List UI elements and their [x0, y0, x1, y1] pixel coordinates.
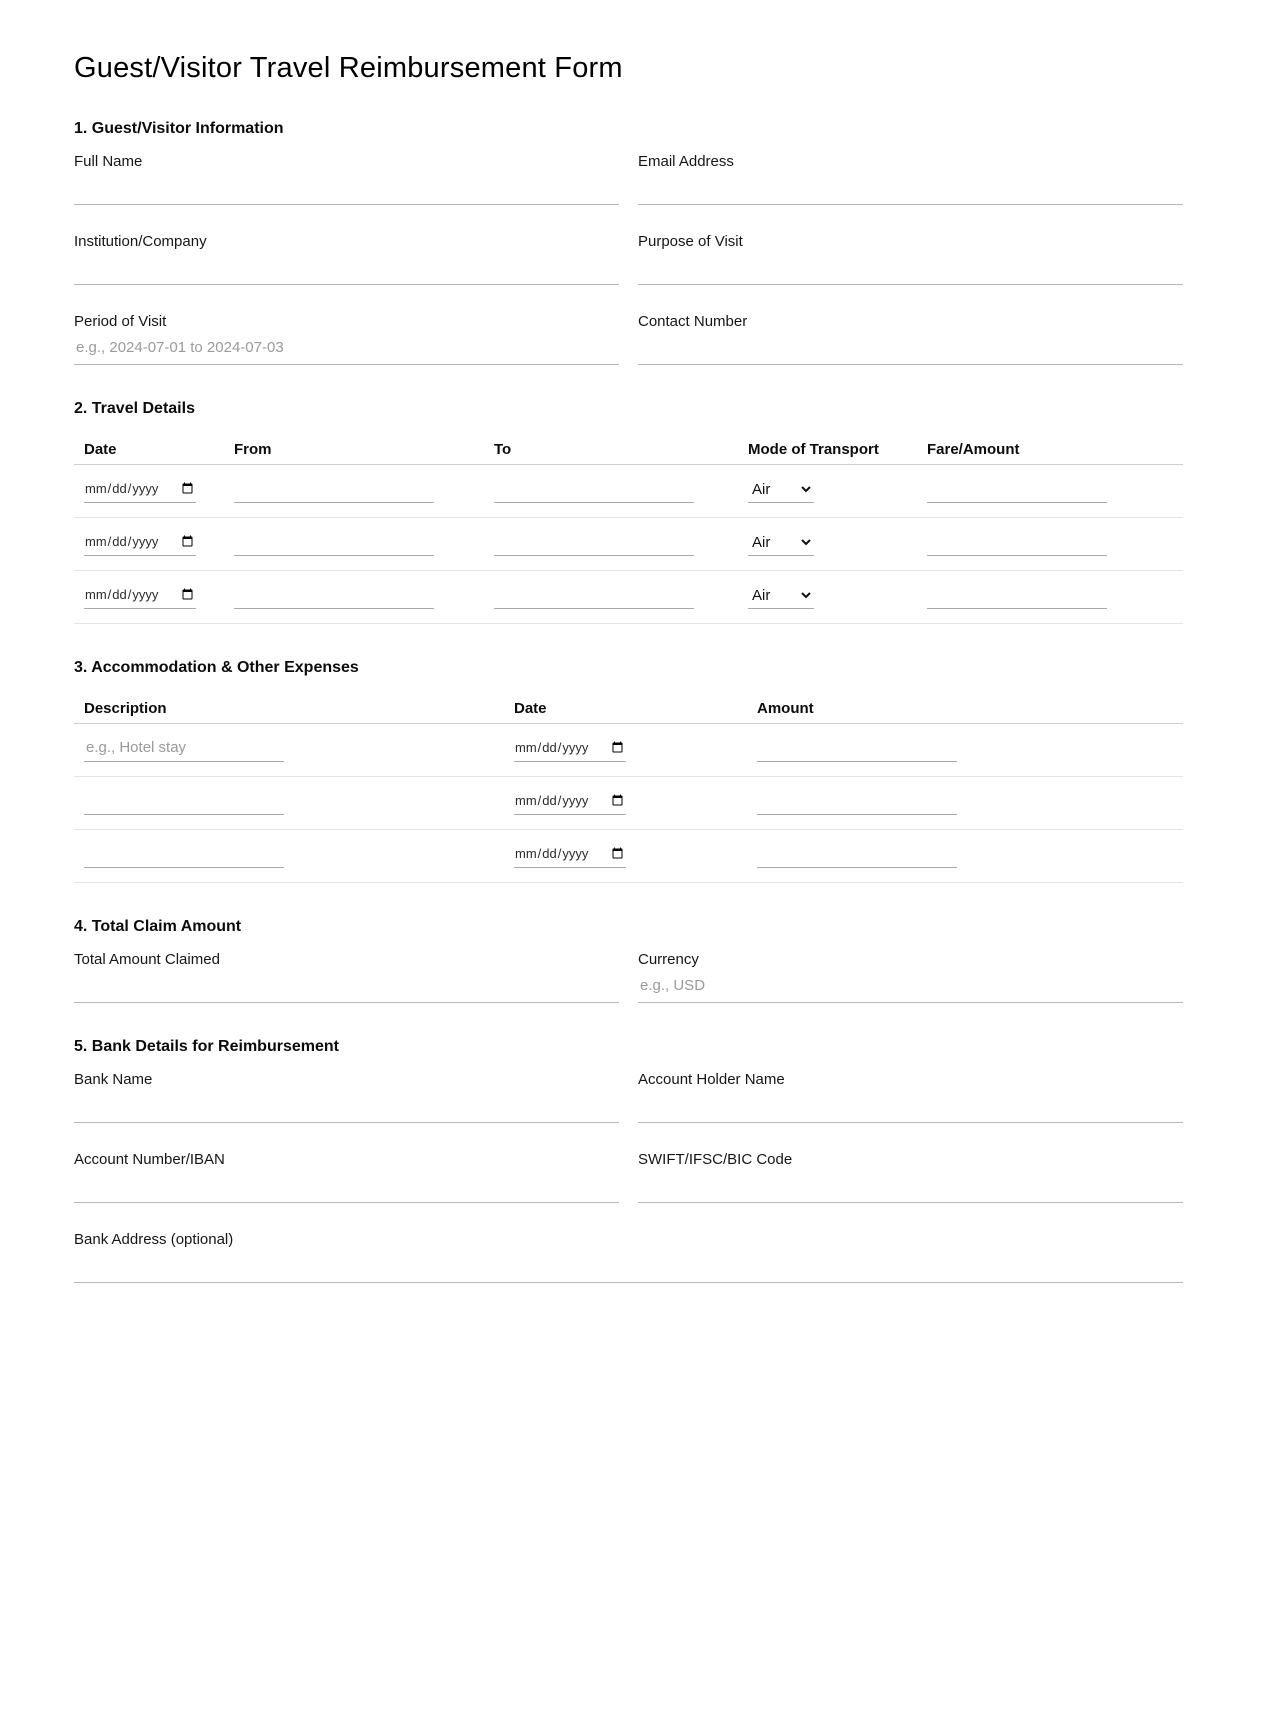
section-guest-info — [74, 120, 1183, 365]
travel-col-date: Date — [74, 418, 224, 465]
expenses-col-date: Date — [504, 677, 747, 724]
field-period-of-visit — [74, 313, 619, 365]
section-bank-details — [74, 1038, 1183, 1283]
total-amount-input[interactable] — [74, 969, 619, 1003]
purpose-of-visit-input[interactable] — [638, 251, 1183, 285]
field-bank-address — [74, 1231, 1183, 1283]
field-account-holder — [638, 1071, 1183, 1123]
travel-mode-select[interactable] — [748, 476, 814, 503]
expenses-heading: 3. Accommodation & Other Expenses — [74, 659, 359, 676]
field-account-number — [74, 1151, 619, 1203]
travel-details-heading: 2. Travel Details — [74, 400, 195, 417]
expenses-col-amount: Amount — [747, 677, 1183, 724]
field-institution — [74, 233, 619, 285]
guest-info-heading: 1. Guest/Visitor Information — [74, 120, 284, 137]
currency-label: Currency — [638, 951, 699, 968]
contact-number-label: Contact Number — [638, 313, 748, 330]
expense-date-input[interactable] — [514, 734, 626, 762]
page-title: Guest/Visitor Travel Reimbursement Form — [74, 52, 623, 84]
expense-row — [74, 777, 1183, 830]
expenses-col-description: Description — [74, 677, 504, 724]
expense-amount-input[interactable] — [757, 787, 957, 815]
field-bank-name — [74, 1071, 619, 1123]
field-full-name — [74, 153, 619, 205]
field-email-address — [638, 153, 1183, 205]
field-total-amount — [74, 951, 619, 1003]
travel-to-input[interactable] — [494, 475, 694, 503]
expense-description-input[interactable] — [84, 840, 284, 868]
travel-mode-select[interactable] — [748, 582, 814, 609]
travel-col-fare: Fare/Amount — [917, 418, 1183, 465]
travel-to-input[interactable] — [494, 528, 694, 556]
email-address-label: Email Address — [638, 153, 734, 170]
travel-fare-input[interactable] — [927, 581, 1107, 609]
travel-to-input[interactable] — [494, 581, 694, 609]
field-currency — [638, 951, 1183, 1003]
field-purpose-of-visit — [638, 233, 1183, 285]
travel-date-input[interactable] — [84, 475, 196, 503]
travel-from-input[interactable] — [234, 581, 434, 609]
travel-col-mode: Mode of Transport — [738, 418, 917, 465]
travel-header-row — [74, 418, 1183, 465]
bank-details-heading: 5. Bank Details for Reimbursement — [74, 1038, 339, 1055]
total-claim-heading: 4. Total Claim Amount — [74, 918, 242, 935]
expense-date-input[interactable] — [514, 787, 626, 815]
total-amount-label: Total Amount Claimed — [74, 951, 220, 968]
account-number-input[interactable] — [74, 1169, 619, 1203]
bank-address-label: Bank Address (optional) — [74, 1231, 234, 1248]
expense-description-input[interactable] — [84, 734, 284, 762]
travel-col-to: To — [484, 418, 738, 465]
expense-row — [74, 724, 1183, 777]
institution-label: Institution/Company — [74, 233, 207, 250]
expenses-header-row — [74, 677, 1183, 724]
bank-name-input[interactable] — [74, 1089, 619, 1123]
expense-row — [74, 830, 1183, 883]
swift-code-input[interactable] — [638, 1169, 1183, 1203]
period-of-visit-input[interactable] — [74, 331, 619, 365]
account-holder-label: Account Holder Name — [638, 1071, 785, 1088]
travel-row — [74, 571, 1183, 624]
institution-input[interactable] — [74, 251, 619, 285]
travel-from-input[interactable] — [234, 475, 434, 503]
travel-row — [74, 465, 1183, 518]
travel-mode-select[interactable] — [748, 529, 814, 556]
purpose-of-visit-label: Purpose of Visit — [638, 233, 743, 250]
section-travel-details — [74, 400, 1183, 624]
field-contact-number — [638, 313, 1183, 365]
expense-date-input[interactable] — [514, 840, 626, 868]
account-number-label: Account Number/IBAN — [74, 1151, 225, 1168]
travel-fare-input[interactable] — [927, 528, 1107, 556]
travel-details-table — [74, 418, 1183, 624]
swift-code-label: SWIFT/IFSC/BIC Code — [638, 1151, 793, 1168]
contact-number-input[interactable] — [638, 331, 1183, 365]
field-swift-code — [638, 1151, 1183, 1203]
section-total-claim — [74, 918, 1183, 1003]
expense-amount-input[interactable] — [757, 734, 957, 762]
full-name-label: Full Name — [74, 153, 143, 170]
email-address-input[interactable] — [638, 171, 1183, 205]
expense-description-input[interactable] — [84, 787, 284, 815]
reimbursement-form — [74, 52, 1183, 1283]
travel-row — [74, 518, 1183, 571]
bank-address-input[interactable] — [74, 1249, 1183, 1283]
period-of-visit-label: Period of Visit — [74, 313, 167, 330]
travel-fare-input[interactable] — [927, 475, 1107, 503]
section-expenses — [74, 659, 1183, 883]
bank-name-label: Bank Name — [74, 1071, 153, 1088]
travel-date-input[interactable] — [84, 528, 196, 556]
account-holder-input[interactable] — [638, 1089, 1183, 1123]
currency-input[interactable] — [638, 969, 1183, 1003]
travel-col-from: From — [224, 418, 484, 465]
full-name-input[interactable] — [74, 171, 619, 205]
expense-amount-input[interactable] — [757, 840, 957, 868]
travel-date-input[interactable] — [84, 581, 196, 609]
travel-from-input[interactable] — [234, 528, 434, 556]
expenses-table — [74, 677, 1183, 883]
